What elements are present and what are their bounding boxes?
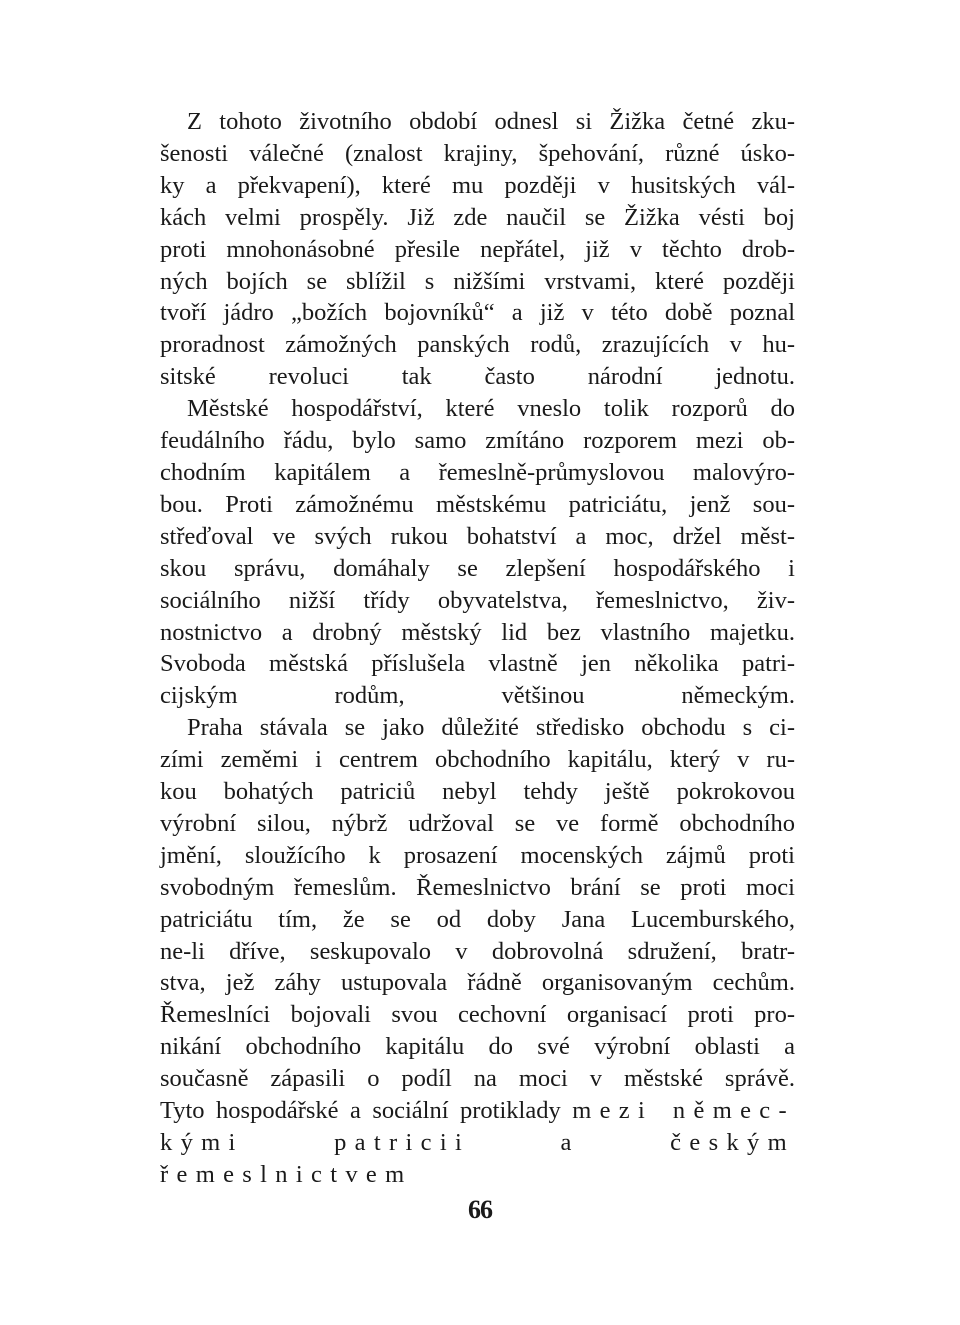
text-line: proradnost zámožných panských rodů, zrazujících v hu-	[160, 331, 795, 359]
text-line: sitské revoluci tak často národní jednotu.	[160, 363, 795, 391]
text-line: zími zeměmi i centrem obchodního kapitálu, který v ru-	[160, 746, 795, 774]
text-line: bou. Proti zámožnému městskému patriciátu, jenž sou-	[160, 490, 795, 518]
text-line: patriciátu tím, že se od doby Jana Lucemburského,	[160, 905, 795, 933]
text-line: nostnictvo a drobný městský lid bez vlastního majetku.	[160, 618, 795, 646]
emphasized-line: kými patricii a českým řemeslnictvem	[160, 1129, 795, 1188]
text-line: střeďoval ve svých rukou bohatství a moc, držel měst-	[160, 522, 795, 550]
text-line: výrobní silou, nýbrž udržoval se ve formě obchodního	[160, 809, 795, 837]
text-line: proti mnohonásobné přesile nepřátel, již v těchto drob-	[160, 235, 795, 263]
text-line: šenosti válečné (znalost krajiny, špehování, různé úsko-	[160, 139, 795, 167]
page-number: 66	[468, 1195, 492, 1224]
text-line: feudálního řádu, bylo samo zmítáno rozporem mezi ob-	[160, 427, 795, 455]
text-run: Tyto hospodářské a sociální protiklady	[160, 1097, 573, 1125]
emphasized-text: mezi němec-	[572, 1097, 795, 1125]
text-line: Svoboda městská příslušela vlastně jen několika patri-	[160, 650, 795, 678]
text-line: Řemeslníci bojovali svou cechovní organisací proti pro-	[160, 1001, 795, 1029]
page-body	[160, 106, 795, 1191]
text-line: kou bohatých patriciů nebyl tehdy ještě pokrokovou	[160, 778, 795, 806]
text-line: nikání obchodního kapitálu do své výrobní oblasti a	[160, 1033, 795, 1061]
paragraph-4	[160, 1095, 795, 1191]
paragraph-2	[160, 393, 795, 712]
text-line	[160, 1095, 795, 1127]
text-line: cijským rodům, většinou německým.	[160, 682, 795, 710]
text-line: chodním kapitálem a řemeslně-průmyslovou malovýro-	[160, 458, 795, 486]
text-line: ne-li dříve, seskupovalo v dobrovolná sdružení, bratr-	[160, 937, 795, 965]
text-line: současně zápasili o podíl na moci v městské správě.	[160, 1065, 795, 1093]
text-line: jmění, sloužícího k prosazení mocenských zájmů proti	[160, 841, 795, 869]
text-line: skou správu, domáhaly se zlepšení hospodářského i	[160, 554, 795, 582]
paragraph-3	[160, 712, 795, 1095]
text-line: svobodným řemeslům. Řemeslnictvo brání se proti moci	[160, 873, 795, 901]
paragraph-1	[160, 106, 795, 393]
text-line: ných bojích se sblížil s nižšími vrstvami, které později	[160, 267, 795, 295]
text-line: kách velmi prospěly. Již zde naučil se Žižka vésti boj	[160, 203, 795, 231]
text-line: Praha stávala se jako důležité středisko obchodu s ci-	[187, 714, 795, 742]
text-line: ky a překvapení), které mu později v husitských vál-	[160, 171, 795, 199]
text-line: sociálního nižší třídy obyvatelstva, řemeslnictvo, živ-	[160, 586, 795, 614]
text-line: Z tohoto životního období odnesl si Žižka četné zku-	[187, 108, 795, 135]
text-line: stva, jež záhy ustupovala řádně organisovaným cechům.	[160, 969, 795, 997]
text-line: Městské hospodářství, které vneslo tolik rozporů do	[187, 395, 795, 423]
text-line: tvoří jádro „božích bojovníků“ a již v této době poznal	[160, 299, 795, 327]
